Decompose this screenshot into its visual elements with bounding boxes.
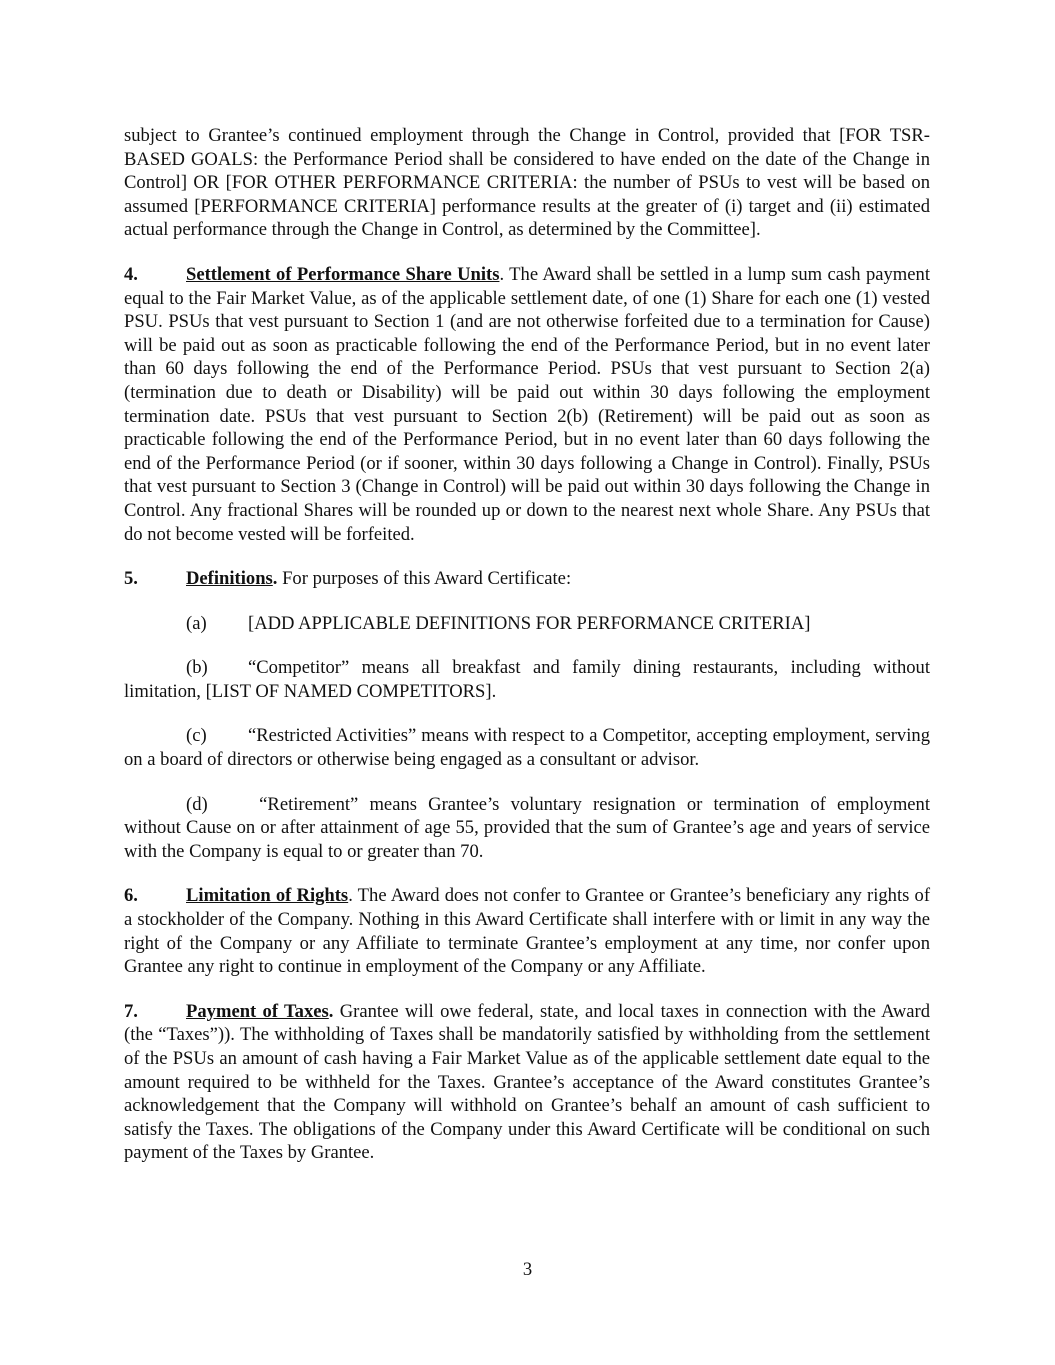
definition-d-text: “Retirement” means Grantee’s voluntary resignation or termination of employment without Cause on or after attainment of age 55, provided that the sum of Grantee’s age and years of service with the Company is equal to or greater than 70. <box>124 793 930 862</box>
section-6-number: 6. <box>124 885 138 907</box>
continuation-paragraph: subject to Grantee’s continued employment through the Change in Control, provided that [FOR TSR-BASED GOALS: the Performance Period shall be considered to have ended on the date of the Change in Control] OR [FOR OTHER PERFORMANCE CRITERIA: the number of PSUs to vest will be based on assumed [PERFORMANCE CRITERIA] performance results at the greater of (i) target and (ii) estimated actual performance through the Change in Control, as determined by the Committee]. <box>124 125 930 241</box>
definition-d-label: (d) <box>186 793 208 815</box>
definition-b-label: (b) <box>186 657 208 679</box>
section-4-body: The Award shall be settled in a lump sum cash payment equal to the Fair Market Value, as of the applicable settlement date, of one (1) Share for each one (1) vested PSU. PSUs that vest pursuant to Section 1 (and are not otherwise forfeited due to a termination for Cause) will be paid out as soon as practicable following the end of the Performance Period, but in no event later than 60 days following the end of the Performance Period. PSUs that vest pursuant to Section 2(a) (termination due to death or Disability) will be paid out within 30 days following the employment termination date. PSUs that vest pursuant to Section 2(b) (Retirement) will be paid out as soon as practicable following the end of the Performance Period, but in no event later than 60 days following the end of the Performance Period (or if sooner, within 30 days following a Change in Control). Finally, PSUs that vest pursuant to Section 3 (Change in Control) will be paid out within 30 days following the Change in Control. Any fractional Shares will be rounded up or down to the nearest next whole Share. Any PSUs that do not become vested will be forfeited. <box>124 263 930 545</box>
section-5-title: Definitions <box>186 568 273 590</box>
section-6-title-punct: . <box>348 885 353 907</box>
definition-c-text: “Restricted Activities” means with respect to a Competitor, accepting employment, serving on a board of directors or otherwise being engaged as a consultant or advisor. <box>124 725 930 771</box>
page-number: 3 <box>522 1259 533 1280</box>
section-7-title-punct: . <box>328 1000 334 1022</box>
definition-b <box>124 656 930 703</box>
section-5-title-punct: . <box>272 568 278 590</box>
definition-d <box>124 793 930 864</box>
section-7-title: Payment of Taxes <box>186 1000 329 1022</box>
section-4-title-punct: . <box>499 263 505 285</box>
section-7-body: Grantee will owe federal, state, and local taxes in connection with the Award (the “Taxes”)). The withholding of Taxes shall be mandatorily satisfied by withholding from the settlement of the PSUs an amount of cash having a Fair Market Value as of the applicable settlement date equal to the amount required to be withheld for the Taxes. Grantee’s acceptance of the Award constitutes Grantee’s acknowledgement that the Company will withhold on Grantee’s behalf an amount of cash sufficient to satisfy the Taxes. The obligations of the Company under this Award Certificate will be conditional on such payment of the Taxes by Grantee. <box>124 1000 931 1164</box>
section-6 <box>124 884 930 978</box>
section-4 <box>124 263 930 546</box>
section-4-title: Settlement of Performance Share Units <box>186 263 500 285</box>
section-6-body: The Award does not confer to Grantee or Grantee’s beneficiary any rights of a stockholder of the Company. Nothing in this Award Certificate shall interfere with or limit in any way the right of the Company or any Affiliate to terminate Grantee’s employment at any time, nor confer upon Grantee any right to continue in employment of the Company or any Affiliate. <box>124 885 931 978</box>
definition-a-text: [ADD APPLICABLE DEFINITIONS FOR PERFORMANCE CRITERIA] <box>248 612 811 634</box>
section-4-number: 4. <box>124 263 138 285</box>
document-page <box>124 124 930 1186</box>
definition-c-label: (c) <box>186 725 207 747</box>
definition-b-text: “Competitor” means all breakfast and family dining restaurants, including without limitation, [LIST OF NAMED COMPETITORS]. <box>124 657 930 702</box>
definition-a <box>124 612 930 636</box>
section-7 <box>124 1000 930 1165</box>
section-5-body: For purposes of this Award Certificate: <box>277 568 572 590</box>
definition-a-label: (a) <box>186 612 207 634</box>
section-5 <box>124 567 930 591</box>
definition-c <box>124 724 930 771</box>
section-6-title: Limitation of Rights <box>186 885 349 907</box>
section-5-number: 5. <box>124 568 138 590</box>
section-7-number: 7. <box>124 1000 138 1022</box>
